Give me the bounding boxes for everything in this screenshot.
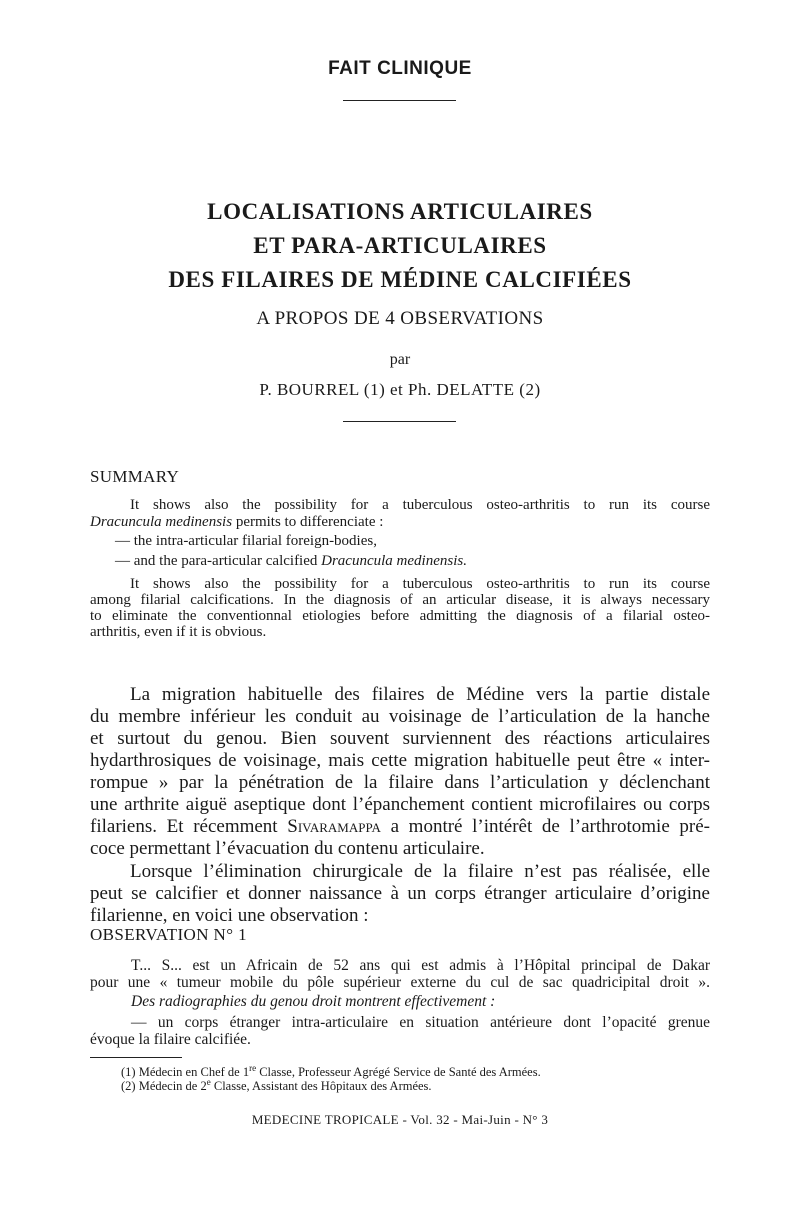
footnote-text: (1) Médecin en Chef de 1 [121,1065,250,1080]
authors: P. BOURREL (1) et Ph. DELATTE (2) [259,380,541,399]
observation-line: Des radiographies du genou droit montrent effectivement : [131,993,496,1010]
body-line: Lorsque l’élimination chirurgicale de la filaire n’est pas réalisée, elle [130,861,710,882]
article-title-line-3: DES FILAIRES DE MÉDINE CALCIFIÉES [168,267,632,292]
observation-heading: OBSERVATION N° 1 [90,925,247,944]
article-title-line-2: ET PARA-ARTICULAIRES [253,233,547,258]
body-text: a montré l’intérêt de l’arthrotomie pré- [380,816,710,837]
journal-footer: MEDECINE TROPICALE - Vol. 32 - Mai-Juin - N° 3 [251,1112,549,1127]
observation-line: T... S... est un Africain de 52 ans qui est admis à l’Hôpital principal de Dakar [131,957,710,974]
body-line: du membre inférieur les conduit au voisinage de l’articulation de la hanche [90,706,710,727]
observation-line: pour une « tumeur mobile du pôle supérieur externe du cul de sac quadricipital droit ». [90,974,710,991]
summary-text: — and the para-articular calcified [115,553,322,569]
footnote-superscript: e [206,1077,211,1087]
article-subtitle: A PROPOS DE 4 OBSERVATIONS [256,308,544,329]
footnote-superscript: re [249,1063,257,1073]
species-name: Dracuncula medinensis. [321,553,467,569]
body-line [90,816,710,838]
summary-text: permits to differenciate : [232,514,384,530]
footnote-divider [90,1057,182,1058]
body-line: hydarthrosiques de voisinage, mais cette migration habituelle peut être « inter- [90,750,710,771]
summary-line: It shows also the possibility for a tuberculous osteo-arthritis to run its course [130,497,710,513]
footnote-text: Classe, Professeur Agrégé Service de Santé des Armées. [256,1065,541,1080]
body-text: filariens. Et récemment [90,816,288,837]
title-divider [343,421,456,422]
footnote-2 [121,1077,432,1094]
body-line: une arthrite aiguë aseptique dont l’épanchement contient microfilaires ou corps [90,794,710,815]
header-divider [343,100,456,101]
body-line: filarienne, en voici une observation : [90,905,369,926]
byline-par: par [389,351,411,368]
summary-list-item [115,553,467,570]
section-label: FAIT CLINIQUE [328,58,472,79]
summary-line: to eliminate the conventionnal etiologies before admitting the diagnosis of a filarial osteo- [90,608,710,624]
body-line: La migration habituelle des filaires de Médine vers la partie distale [130,684,710,705]
cited-author: Sivaramappa [287,816,381,837]
body-line: coce permettant l’évacuation du contenu articulaire. [90,838,485,859]
observation-line: — un corps étranger intra-articulaire en situation antérieure dont l’opacité grenue [131,1014,710,1031]
summary-list-item: — the intra-articular filarial foreign-bodies, [115,533,377,549]
article-title-line-1: LOCALISATIONS ARTICULAIRES [207,199,593,224]
species-name: Dracuncula medinensis [90,514,233,530]
summary-line: arthritis, even if it is obvious. [90,624,267,640]
body-line: et surtout du genou. Bien souvent surviennent des réactions articulaires [90,728,710,749]
footnote-text: Classe, Assistant des Hôpitaux des Armées. [210,1079,432,1094]
body-line: peut se calcifier et donner naissance à un corps étranger articulaire d’origine [90,883,710,904]
footnote-text: (2) Médecin de 2 [121,1079,207,1094]
observation-line: évoque la filaire calcifiée. [90,1031,251,1048]
summary-line: It shows also the possibility for a tuberculous osteo-arthritis to run its course [130,576,710,592]
summary-line [90,514,710,531]
body-line: rompue » par la pénétration de la filaire dans l’articulation y déclenchant [90,772,710,793]
summary-line: among filarial calcifications. In the diagnosis of an articular disease, it is always necessary [90,592,710,608]
summary-heading: SUMMARY [90,467,180,486]
